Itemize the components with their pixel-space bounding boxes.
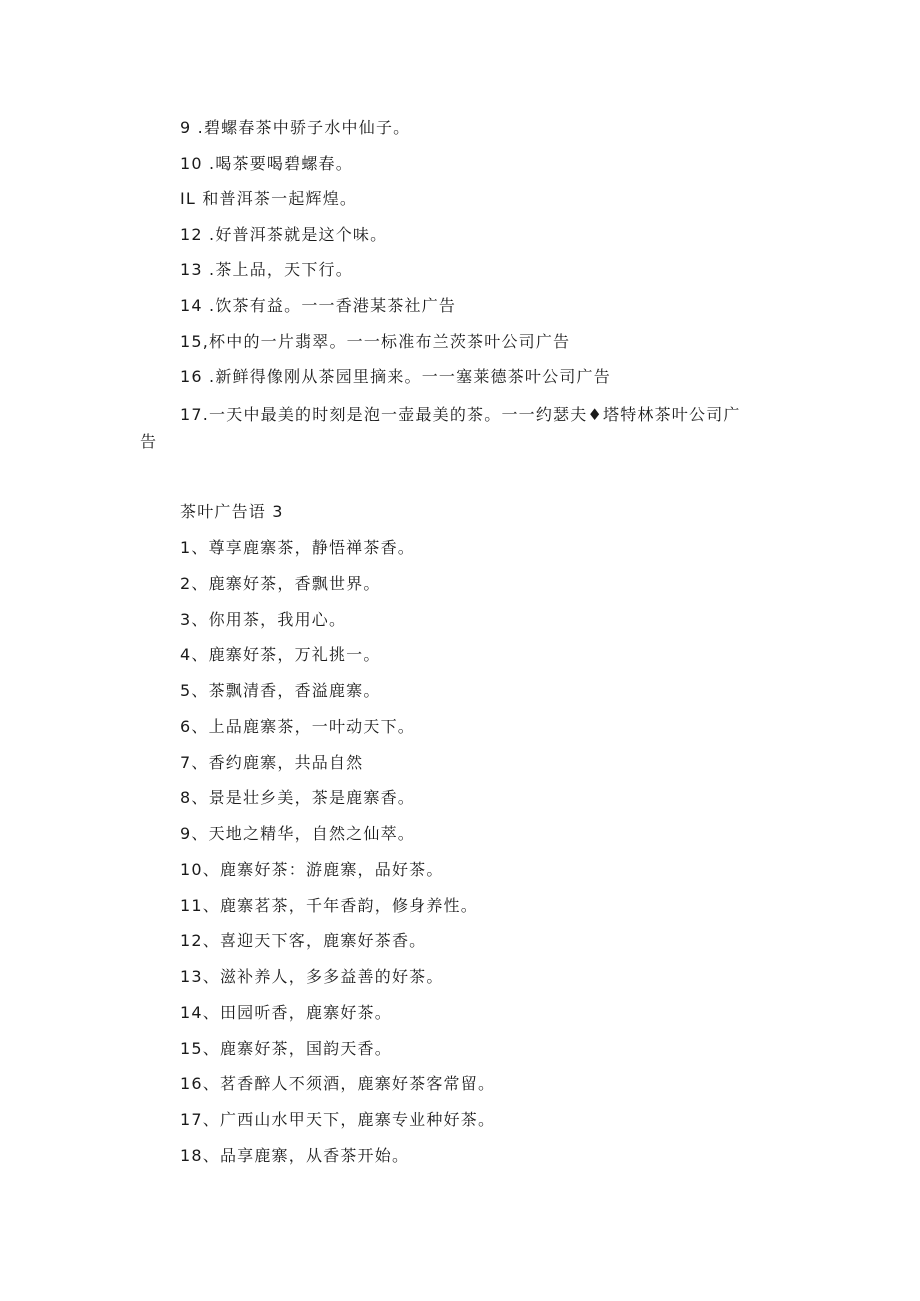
list-item: 14 .饮茶有益。一一香港某茶社广告: [180, 295, 457, 315]
list-item: 14、田园听香，鹿寨好茶。: [180, 1002, 392, 1022]
list-item: 5、茶飘清香，香溢鹿寨。: [180, 681, 381, 700]
list-item: 7、香约鹿寨，共品自然: [180, 752, 364, 772]
list-item: 6、上品鹿寨茶，一叶动天下。: [180, 716, 415, 736]
list-item: IL 和普洱茶一起辉煌。: [180, 189, 358, 209]
list-item: 15、鹿寨好茶，国韵天香。: [180, 1038, 392, 1058]
list-item-17-continuation: 告: [140, 432, 158, 451]
list-item: 10、鹿寨好茶：游鹿寨，品好茶。: [180, 859, 444, 879]
list-item: 10 .喝茶要喝碧螺春。: [180, 153, 353, 173]
slogan-list-continued: [180, 110, 820, 395]
list-item: 17、广西山水甲天下，鹿寨专业种好茶。: [180, 1110, 496, 1129]
section-heading: 茶叶广告语 3: [180, 502, 284, 521]
list-item: 12、喜迎天下客，鹿寨好茶香。: [180, 931, 427, 951]
list-item: 15,杯中的一片翡翠。一一标准布兰茨茶叶公司广告: [180, 331, 571, 351]
list-item: 18、品享鹿寨，从香茶开始。: [180, 1145, 410, 1165]
list-item: 1、尊享鹿寨茶，静悟禅茶香。: [180, 538, 415, 557]
list-item: 4、鹿寨好茶，万礼挑一。: [180, 645, 381, 665]
list-item: 16、茗香醉人不须酒，鹿寨好茶客常留。: [180, 1074, 496, 1094]
list-item: 13、滋补养人，多多益善的好茶。: [180, 967, 444, 986]
list-item: 11、鹿寨茗茶，千年香韵，修身养性。: [180, 895, 478, 915]
list-item: 12 .好普洱茶就是这个味。: [180, 224, 388, 244]
list-item: 9 .碧螺春茶中骄子水中仙子。: [180, 118, 411, 137]
slogan-list-3: [180, 530, 820, 1174]
list-item: 3、你用茶，我用心。: [180, 609, 347, 629]
list-item: 2、鹿寨好茶，香飘世界。: [180, 573, 381, 593]
list-item: 13 .茶上品，天下行。: [180, 260, 353, 280]
list-item-17: 17.一天中最美的时刻是泡一壶最美的茶。一一约瑟夫♦塔特林茶叶公司广: [180, 405, 741, 424]
list-item: 8、景是壮乡美，茶是鹿寨香。: [180, 788, 415, 808]
list-item: 9、天地之精华，自然之仙萃。: [180, 824, 415, 843]
list-item: 16 .新鲜得像刚从茶园里摘来。一一塞莱德茶叶公司广告: [180, 367, 611, 387]
